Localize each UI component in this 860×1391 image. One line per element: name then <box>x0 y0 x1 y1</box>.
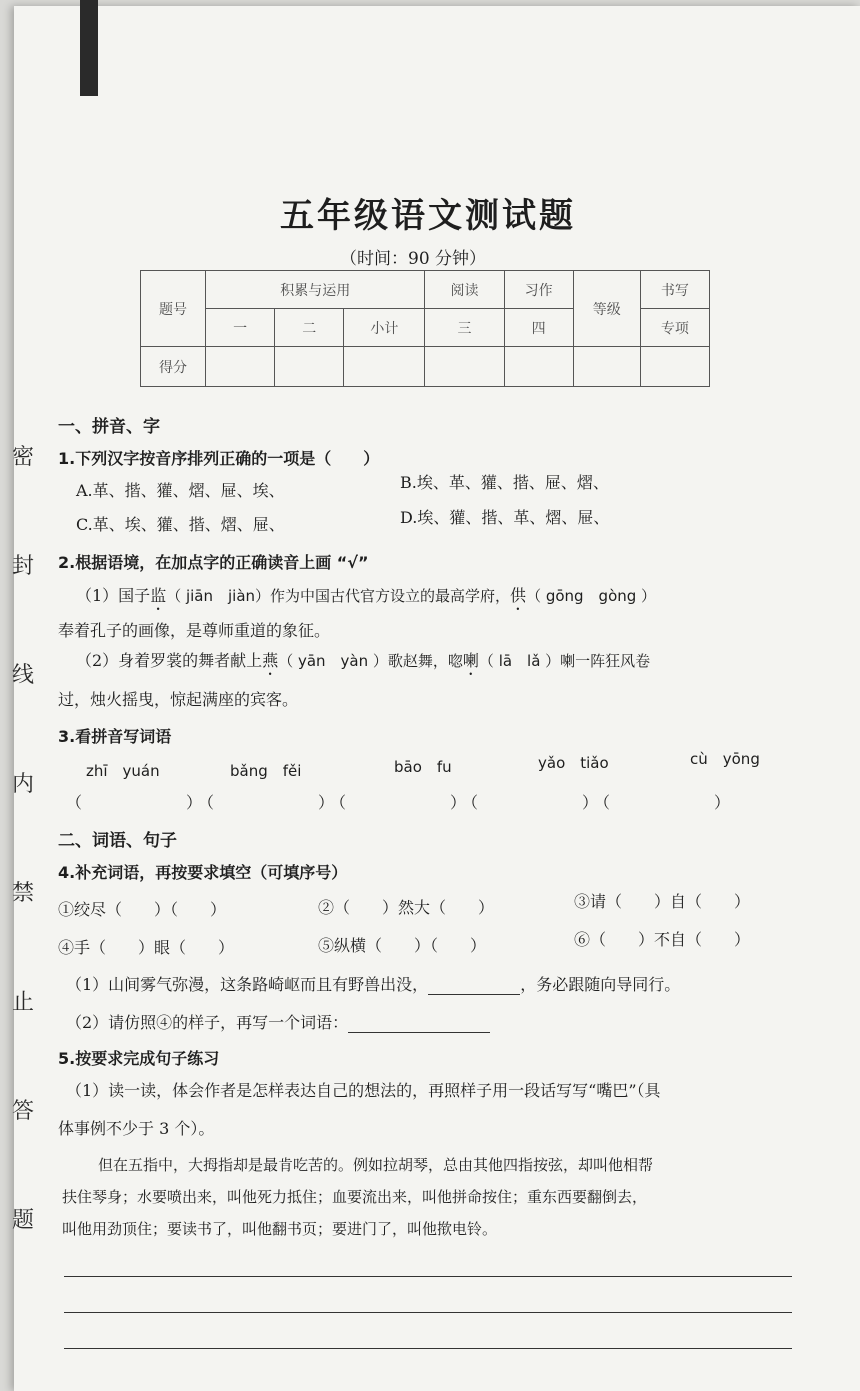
row-label-number: 题号 <box>141 271 206 347</box>
margin-char: 封 <box>12 554 35 579</box>
option-a[interactable]: A.革、揩、獾、熠、屉、埃、 <box>76 481 285 500</box>
col-grade: 等级 <box>573 271 640 347</box>
margin-char: 线 <box>12 663 35 688</box>
margin-char: 内 <box>12 772 35 797</box>
example-passage-line1: 但在五指中，大拇指却是最肯吃苦的。例如拉胡琴，总由其他四指按弦，却叫他相帮 <box>98 1156 654 1174</box>
q4-sub-1 <box>66 972 680 995</box>
q2-s2-text: （2）身着罗裳的舞者献上 <box>76 651 263 670</box>
answer-blank[interactable] <box>428 975 520 995</box>
score-cell[interactable] <box>504 347 573 387</box>
dotted-char: 供 <box>510 586 527 605</box>
pinyin-prompt: yǎo tiǎo <box>538 754 609 772</box>
group-reading: 阅读 <box>425 271 504 309</box>
q4-item[interactable]: ③请（ ）自（ ） <box>574 892 751 911</box>
q2-sentence-1 <box>76 583 656 614</box>
sub-col-1: 一 <box>206 309 275 347</box>
q4-item[interactable]: ②（ ）然大（ ） <box>318 898 495 917</box>
pinyin-choice[interactable]: （ jiān jiàn）作为中国古代官方设立的最高学府， <box>166 587 511 605</box>
q2-sentence-1-line2: 奉着孔子的画像，是尊师重道的象征。 <box>58 621 331 640</box>
score-cell[interactable] <box>640 347 709 387</box>
margin-char: 题 <box>12 1208 35 1233</box>
answer-blank[interactable] <box>348 1013 490 1033</box>
row-label-score: 得分 <box>141 347 206 387</box>
answer-line[interactable] <box>64 1348 792 1349</box>
q4-item[interactable]: ⑥（ ）不自（ ） <box>574 930 751 949</box>
score-cell[interactable] <box>344 347 425 387</box>
pinyin-choice[interactable]: （ lā lǎ ）喇一阵狂风卷 <box>478 652 651 670</box>
margin-char: 答 <box>12 1099 35 1124</box>
q4-item[interactable]: ①绞尽（ ）（ ） <box>58 900 227 919</box>
q5-instruction-line2: 体事例不少于 3 个）。 <box>58 1119 215 1138</box>
exam-title: 五年级语文测试题 <box>280 196 576 236</box>
col-handwriting-2: 专项 <box>640 309 709 347</box>
exam-duration: （时间：90 分钟） <box>340 249 487 269</box>
pinyin-prompt: bǎng fěi <box>230 762 302 780</box>
binder-clip <box>80 0 98 96</box>
sub-col-subtotal: 小计 <box>344 309 425 347</box>
question-2: 2.根据语境，在加点字的正确读音上画 “√” <box>58 553 369 572</box>
pinyin-choice[interactable]: （ yān yàn ）歌赵舞，唿 <box>278 652 463 670</box>
q5-instruction-line1: （1）读一读，体会作者是怎样表达自己的想法的，再照样子用一段话写写“嘴巴”（具 <box>66 1081 661 1100</box>
answer-line[interactable] <box>64 1312 792 1313</box>
group-accumulation: 积累与运用 <box>206 271 425 309</box>
group-writing: 习作 <box>504 271 573 309</box>
col-handwriting: 书写 <box>640 271 709 309</box>
margin-char: 止 <box>12 990 35 1015</box>
margin-char: 密 <box>12 445 35 470</box>
question-3: 3.看拼音写词语 <box>58 727 172 746</box>
pinyin-prompt: bāo fu <box>394 758 452 776</box>
question-5: 5.按要求完成句子练习 <box>58 1049 220 1068</box>
dotted-char: 监 <box>150 586 167 605</box>
example-passage-line3: 叫他用劲顶住；要读书了，叫他翻书页；要进门了，叫他揿电铃。 <box>62 1220 498 1238</box>
pinyin-prompt: zhī yuán <box>86 762 160 780</box>
score-table <box>140 270 710 387</box>
example-passage-line2: 扶住琴身；水要喷出来，叫他死力抵住；血要流出来，叫他拼命按住；重东西要翻倒去， <box>62 1188 648 1206</box>
answer-line[interactable] <box>64 1276 792 1277</box>
score-cell[interactable] <box>206 347 275 387</box>
dotted-char: 喇 <box>462 651 479 670</box>
score-cell[interactable] <box>573 347 640 387</box>
q4-s1-text: （1）山间雾气弥漫，这条路崎岖而且有野兽出没， <box>66 975 429 994</box>
q2-s1-text: （1）国子 <box>76 586 151 605</box>
pinyin-prompt: cù yōng <box>690 750 760 768</box>
seal-line-margin <box>12 440 36 1234</box>
q4-s1-text-end: ，务必跟随向导同行。 <box>520 975 681 994</box>
q2-sentence-2-line2: 过，烛火摇曳，惊起满座的宾客。 <box>58 690 299 709</box>
margin-char: 禁 <box>12 881 35 906</box>
q4-item[interactable]: ④手（ ）眼（ ） <box>58 938 235 957</box>
dotted-char: 燕 <box>262 651 279 670</box>
question-4: 4.补充词语，再按要求填空（可填序号） <box>58 863 348 882</box>
q4-s2-text: （2）请仿照④的样子，再写一个词语： <box>66 1013 349 1032</box>
q4-item[interactable]: ⑤纵横（ ）（ ） <box>318 936 487 955</box>
section-heading-1: 一、拼音、字 <box>58 417 160 437</box>
sub-col-3: 三 <box>425 309 504 347</box>
section-heading-2: 二、词语、句子 <box>58 831 177 851</box>
pinyin-choice[interactable]: （ gōng gòng ） <box>526 587 657 605</box>
score-cell[interactable] <box>275 347 344 387</box>
q4-sub-2 <box>66 1010 490 1033</box>
option-c[interactable]: C.革、埃、獾、揩、熠、屉、 <box>76 515 285 534</box>
option-b[interactable]: B.埃、革、獾、揩、屉、熠、 <box>400 473 609 492</box>
option-d[interactable]: D.埃、獾、揩、革、熠、屉、 <box>400 508 610 527</box>
sub-col-4: 四 <box>504 309 573 347</box>
q2-sentence-2 <box>76 648 650 679</box>
word-blanks[interactable]: （ ）（ ）（ ）（ ）（ ） <box>66 793 735 812</box>
score-cell[interactable] <box>425 347 504 387</box>
question-1: 1.下列汉字按音序排列正确的一项是（ ） <box>58 449 380 468</box>
sub-col-2: 二 <box>275 309 344 347</box>
